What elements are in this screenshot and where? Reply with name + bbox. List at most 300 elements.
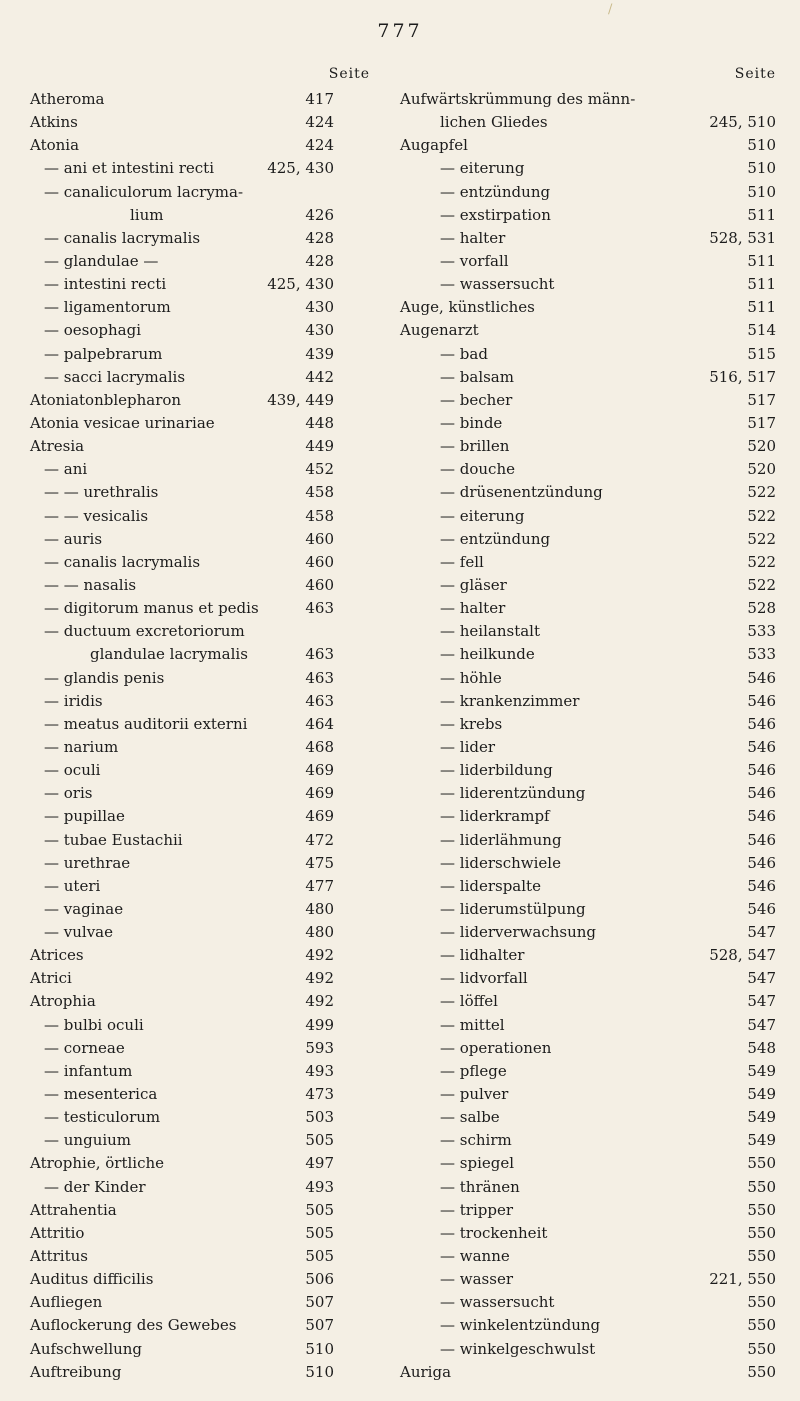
index-entry xyxy=(30,1268,370,1291)
entry-page-ref: 430 xyxy=(305,298,334,317)
index-entry xyxy=(30,1338,370,1361)
index-entry xyxy=(400,157,776,180)
entry-page-ref: 511 xyxy=(747,251,776,270)
entry-term: — binde xyxy=(440,413,503,432)
index-entry xyxy=(30,1014,370,1037)
index-entry xyxy=(30,1245,370,1268)
entry-term: — digitorum manus et pedis xyxy=(44,599,259,618)
index-entry xyxy=(400,921,776,944)
index-entry xyxy=(30,805,370,828)
index-entry xyxy=(400,134,776,157)
entry-term: — liderlähmung xyxy=(440,830,562,849)
index-entry xyxy=(30,1129,370,1152)
entry-page-ref: 550 xyxy=(747,1293,776,1312)
entry-term: — bulbi oculi xyxy=(44,1015,144,1034)
index-entry xyxy=(30,1060,370,1083)
page-number: 777 xyxy=(377,20,423,42)
index-entry xyxy=(400,181,776,204)
entry-page-ref: 593 xyxy=(305,1038,334,1057)
entry-page-ref: 510 xyxy=(747,182,776,201)
entry-term: — liderverwachsung xyxy=(440,923,596,942)
entry-term: Augenarzt xyxy=(400,321,479,340)
entry-page-ref: 493 xyxy=(305,1177,334,1196)
index-entry xyxy=(400,1245,776,1268)
entry-term: Auflockerung des Gewebes xyxy=(30,1316,237,1335)
entry-page-ref: 550 xyxy=(747,1316,776,1335)
index-entry xyxy=(30,574,370,597)
entry-page-ref: 510 xyxy=(305,1339,334,1358)
entry-page-ref: 546 xyxy=(747,761,776,780)
column-header-seite: Seite xyxy=(734,66,776,82)
entry-page-ref: 221, 550 xyxy=(709,1270,776,1289)
entry-term: Auge, künstliches xyxy=(400,298,535,317)
entry-page-ref: 547 xyxy=(747,1015,776,1034)
entry-page-ref: 448 xyxy=(305,413,334,432)
index-entry xyxy=(400,481,776,504)
entry-term: — — vesicalis xyxy=(44,506,149,525)
entry-term: — liderspalte xyxy=(440,876,541,895)
entry-term: Auftreibung xyxy=(30,1362,122,1381)
index-entry xyxy=(400,1037,776,1060)
entry-page-ref: 546 xyxy=(747,691,776,710)
entry-page-ref: 460 xyxy=(305,552,334,571)
entry-page-ref: 463 xyxy=(305,599,334,618)
entry-page-ref: 550 xyxy=(747,1362,776,1381)
entry-term: — liderschwiele xyxy=(440,853,561,872)
entry-term: — balsam xyxy=(440,367,514,386)
index-entry xyxy=(400,1176,776,1199)
index-entry xyxy=(400,505,776,528)
entry-page-ref: 514 xyxy=(747,321,776,340)
entry-term: — vulvae xyxy=(44,923,113,942)
index-entry xyxy=(400,389,776,412)
index-entry xyxy=(400,759,776,782)
entry-page-ref: 425, 430 xyxy=(267,159,334,178)
index-entry xyxy=(400,829,776,852)
entry-page-ref: 546 xyxy=(747,784,776,803)
entry-term: — wanne xyxy=(440,1247,510,1266)
entry-term: — trockenheit xyxy=(440,1223,548,1242)
entry-term: Atrices xyxy=(30,946,84,965)
entry-page-ref: 424 xyxy=(305,136,334,155)
entry-term: — oris xyxy=(44,784,93,803)
index-entry xyxy=(30,227,370,250)
entry-term: — becher xyxy=(440,390,513,409)
entry-term: Atrici xyxy=(30,969,72,988)
index-entry xyxy=(30,1083,370,1106)
index-entry xyxy=(30,412,370,435)
index-entry xyxy=(30,667,370,690)
entry-page-ref: 507 xyxy=(305,1316,334,1335)
index-entry xyxy=(30,643,370,666)
entry-page-ref: 469 xyxy=(305,761,334,780)
entry-term: lichen Gliedes xyxy=(440,113,548,132)
index-entry xyxy=(30,134,370,157)
entry-page-ref: 497 xyxy=(305,1154,334,1173)
entry-page-ref: 546 xyxy=(747,737,776,756)
index-entry xyxy=(30,1314,370,1337)
entry-page-ref: 449 xyxy=(305,437,334,456)
entry-page-ref: 439, 449 xyxy=(267,390,334,409)
entry-term: Auditus difficilis xyxy=(30,1270,154,1289)
entry-term: Attritus xyxy=(30,1247,88,1266)
index-entry xyxy=(400,1291,776,1314)
index-entry xyxy=(30,181,370,204)
index-entry xyxy=(400,1152,776,1175)
entry-term: — eiterung xyxy=(440,506,525,525)
entry-term: — drüsenentzündung xyxy=(440,483,603,502)
entry-page-ref: 458 xyxy=(305,483,334,502)
index-entry xyxy=(400,551,776,574)
entry-page-ref: 428 xyxy=(305,251,334,270)
entry-page-ref: 550 xyxy=(747,1177,776,1196)
entry-term: — unguium xyxy=(44,1131,132,1150)
entry-page-ref: 475 xyxy=(305,853,334,872)
index-entry xyxy=(400,852,776,875)
entry-page-ref: 546 xyxy=(747,830,776,849)
entry-term: — der Kinder xyxy=(44,1177,146,1196)
entry-page-ref: 472 xyxy=(305,830,334,849)
entry-term: — mittel xyxy=(440,1015,505,1034)
entry-page-ref: 549 xyxy=(747,1131,776,1150)
entry-page-ref: 510 xyxy=(747,159,776,178)
entry-term: Aufschwellung xyxy=(30,1339,143,1358)
index-entry xyxy=(30,1361,370,1384)
entry-term: — bad xyxy=(440,344,488,363)
entry-page-ref: 546 xyxy=(747,899,776,918)
entry-term: Attritio xyxy=(30,1223,85,1242)
entry-term: Augapfel xyxy=(400,136,468,155)
entry-term: Atresia xyxy=(30,437,85,456)
entry-term: Atrophia xyxy=(30,992,96,1011)
index-entry xyxy=(30,273,370,296)
entry-page-ref: 533 xyxy=(747,645,776,664)
index-entry xyxy=(30,343,370,366)
entry-page-ref: 549 xyxy=(747,1108,776,1127)
index-entry xyxy=(30,990,370,1013)
entry-page-ref: 515 xyxy=(747,344,776,363)
entry-term: — ani et intestini recti xyxy=(44,159,214,178)
entry-page-ref: 473 xyxy=(305,1085,334,1104)
entry-page-ref: 492 xyxy=(305,992,334,1011)
entry-page-ref: 517 xyxy=(747,390,776,409)
index-entry xyxy=(400,1338,776,1361)
entry-term: — uteri xyxy=(44,876,101,895)
index-entry xyxy=(400,1361,776,1384)
entry-page-ref: 546 xyxy=(747,668,776,687)
entry-page-ref: 480 xyxy=(305,923,334,942)
entry-page-ref: 522 xyxy=(747,483,776,502)
index-entry xyxy=(30,458,370,481)
index-entry xyxy=(30,1291,370,1314)
entry-term: Atheroma xyxy=(30,90,105,108)
entry-term: — pulver xyxy=(440,1085,509,1104)
index-entry xyxy=(30,1176,370,1199)
entry-term: — tripper xyxy=(440,1200,514,1219)
entry-page-ref: 510 xyxy=(747,136,776,155)
entry-term: — spiegel xyxy=(440,1154,515,1173)
entry-page-ref: 505 xyxy=(305,1223,334,1242)
entry-page-ref: 460 xyxy=(305,529,334,548)
entry-term: — brillen xyxy=(440,437,510,456)
entry-page-ref: 425, 430 xyxy=(267,275,334,294)
entry-page-ref: 528, 547 xyxy=(709,946,776,965)
entry-term: — ani xyxy=(44,460,88,479)
entry-term: — canaliculorum lacryma- xyxy=(44,182,244,201)
entry-page-ref: 520 xyxy=(747,437,776,456)
index-entry xyxy=(400,366,776,389)
index-entry xyxy=(30,597,370,620)
index-entry xyxy=(30,1199,370,1222)
index-entry xyxy=(30,1106,370,1129)
entry-term: — iridis xyxy=(44,691,103,710)
entry-page-ref: 460 xyxy=(305,575,334,594)
entry-term: — thränen xyxy=(440,1177,520,1196)
index-entry xyxy=(30,481,370,504)
index-entry xyxy=(30,366,370,389)
entry-page-ref: 506 xyxy=(305,1270,334,1289)
entry-page-ref: 480 xyxy=(305,899,334,918)
entry-term: — winkelgeschwulst xyxy=(440,1339,596,1358)
index-entry xyxy=(30,1152,370,1175)
index-entry xyxy=(400,319,776,342)
entry-page-ref: 469 xyxy=(305,784,334,803)
entry-term: Atoniatonblepharon xyxy=(30,390,182,409)
entry-page-ref: 452 xyxy=(305,460,334,479)
index-entry xyxy=(400,875,776,898)
index-entry xyxy=(400,227,776,250)
index-entry xyxy=(30,528,370,551)
entry-term: glandulae lacrymalis xyxy=(90,645,248,664)
pencil-mark: / xyxy=(608,2,613,17)
entry-page-ref: 548 xyxy=(747,1038,776,1057)
index-entry xyxy=(400,1314,776,1337)
entry-page-ref: 522 xyxy=(747,529,776,548)
index-entry xyxy=(400,1106,776,1129)
entry-term: Atrophie, örtliche xyxy=(30,1154,165,1173)
entry-term: — schirm xyxy=(440,1131,512,1150)
entry-list xyxy=(400,88,776,1384)
entry-page-ref: 505 xyxy=(305,1247,334,1266)
entry-term: — lidhalter xyxy=(440,946,525,965)
index-entry xyxy=(400,805,776,828)
index-entry xyxy=(400,736,776,759)
entry-term: — canalis lacrymalis xyxy=(44,552,201,571)
entry-page-ref: 546 xyxy=(747,853,776,872)
index-entry xyxy=(30,88,370,111)
index-entry xyxy=(30,389,370,412)
index-entry xyxy=(30,967,370,990)
index-column-right xyxy=(400,68,776,1384)
entry-page-ref: 550 xyxy=(747,1339,776,1358)
entry-page-ref: 522 xyxy=(747,575,776,594)
entry-term: — vorfall xyxy=(440,251,509,270)
entry-page-ref: 547 xyxy=(747,992,776,1011)
entry-term: — narium xyxy=(44,737,119,756)
index-entry xyxy=(30,852,370,875)
entry-term: — wasser xyxy=(440,1270,513,1289)
entry-term: — testiculorum xyxy=(44,1108,161,1127)
entry-page-ref: 550 xyxy=(747,1200,776,1219)
index-entry xyxy=(400,782,776,805)
index-entry xyxy=(400,435,776,458)
index-entry xyxy=(30,505,370,528)
index-entry xyxy=(400,458,776,481)
entry-page-ref: 439 xyxy=(305,344,334,363)
entry-term: — krebs xyxy=(440,714,503,733)
entry-term: — operationen xyxy=(440,1038,552,1057)
index-entry xyxy=(30,898,370,921)
entry-term: lium xyxy=(130,205,164,224)
entry-term: — oesophagi xyxy=(44,321,142,340)
entry-page-ref: 549 xyxy=(747,1085,776,1104)
entry-term: — fell xyxy=(440,552,484,571)
entry-page-ref: 477 xyxy=(305,876,334,895)
entry-term: — meatus auditorii externi xyxy=(44,714,248,733)
index-entry xyxy=(400,967,776,990)
entry-page-ref: 417 xyxy=(305,90,334,108)
entry-term: Atonia xyxy=(30,136,80,155)
entry-page-ref: 528, 531 xyxy=(709,228,776,247)
entry-page-ref: 492 xyxy=(305,969,334,988)
index-entry xyxy=(400,1083,776,1106)
entry-page-ref: 550 xyxy=(747,1247,776,1266)
entry-page-ref: 469 xyxy=(305,807,334,826)
entry-term: — gläser xyxy=(440,575,507,594)
index-entry xyxy=(30,875,370,898)
entry-page-ref: 492 xyxy=(305,946,334,965)
entry-term: — liderbildung xyxy=(440,761,553,780)
entry-term: — infantum xyxy=(44,1061,133,1080)
entry-page-ref: 511 xyxy=(747,298,776,317)
entry-page-ref: 503 xyxy=(305,1108,334,1127)
index-entry xyxy=(400,1060,776,1083)
index-entry xyxy=(400,528,776,551)
index-entry xyxy=(30,1222,370,1245)
entry-page-ref: 428 xyxy=(305,228,334,247)
index-entry xyxy=(30,829,370,852)
entry-term: — winkelentzündung xyxy=(440,1316,601,1335)
entry-term: — mesenterica xyxy=(44,1085,158,1104)
entry-term: — glandulae — xyxy=(44,251,159,270)
entry-page-ref: 550 xyxy=(747,1154,776,1173)
index-entry xyxy=(30,690,370,713)
entry-term: — douche xyxy=(440,460,515,479)
entry-page-ref: 499 xyxy=(305,1015,334,1034)
entry-term: — glandis penis xyxy=(44,668,165,687)
index-entry xyxy=(400,667,776,690)
index-entry xyxy=(400,713,776,736)
index-entry xyxy=(400,597,776,620)
index-entry xyxy=(400,88,776,111)
index-entry xyxy=(400,412,776,435)
entry-page-ref: 442 xyxy=(305,367,334,386)
entry-term: — wassersucht xyxy=(440,1293,555,1312)
index-entry xyxy=(400,204,776,227)
entry-page-ref: 510 xyxy=(305,1362,334,1381)
entry-term: — lidvorfall xyxy=(440,969,528,988)
entry-page-ref: 547 xyxy=(747,969,776,988)
entry-term: Aufliegen xyxy=(30,1293,103,1312)
index-entry xyxy=(30,921,370,944)
entry-term: — heilkunde xyxy=(440,645,535,664)
index-entry xyxy=(30,782,370,805)
entry-page-ref: 463 xyxy=(305,691,334,710)
index-entry xyxy=(30,204,370,227)
entry-term: — oculi xyxy=(44,761,101,780)
entry-page-ref: 468 xyxy=(305,737,334,756)
index-entry xyxy=(400,620,776,643)
index-column-left xyxy=(30,68,370,1384)
entry-term: — lider xyxy=(440,737,496,756)
entry-page-ref: 245, 510 xyxy=(709,113,776,132)
entry-term: — krankenzimmer xyxy=(440,691,580,710)
index-entry xyxy=(400,898,776,921)
entry-term: — salbe xyxy=(440,1108,500,1127)
entry-term: — urethrae xyxy=(44,853,131,872)
entry-page-ref: 505 xyxy=(305,1200,334,1219)
entry-page-ref: 505 xyxy=(305,1131,334,1150)
entry-term: — vaginae xyxy=(44,899,124,918)
index-entry xyxy=(30,620,370,643)
index-entry xyxy=(400,944,776,967)
entry-term: — entzündung xyxy=(440,529,551,548)
index-entry xyxy=(400,1268,776,1291)
entry-term: — auris xyxy=(44,529,103,548)
entry-page-ref: 522 xyxy=(747,506,776,525)
index-entry xyxy=(30,250,370,273)
entry-page-ref: 546 xyxy=(747,714,776,733)
entry-page-ref: 463 xyxy=(305,645,334,664)
entry-page-ref: 507 xyxy=(305,1293,334,1312)
entry-term: — heilanstalt xyxy=(440,622,540,641)
entry-term: — liderkrampf xyxy=(440,807,550,826)
index-entry xyxy=(400,250,776,273)
entry-term: — — urethralis xyxy=(44,483,159,502)
entry-page-ref: 511 xyxy=(747,205,776,224)
entry-term: Auriga xyxy=(400,1362,452,1381)
index-entry xyxy=(30,759,370,782)
index-entry xyxy=(30,551,370,574)
entry-term: — canalis lacrymalis xyxy=(44,228,201,247)
index-entry xyxy=(400,643,776,666)
index-entry xyxy=(30,319,370,342)
entry-page-ref: 424 xyxy=(305,113,334,132)
index-entry xyxy=(30,944,370,967)
entry-term: — eiterung xyxy=(440,159,525,178)
entry-term: — wassersucht xyxy=(440,275,555,294)
entry-page-ref: 550 xyxy=(747,1223,776,1242)
entry-list xyxy=(30,88,370,1384)
entry-term: — ductuum excretoriorum xyxy=(44,622,245,641)
index-entry xyxy=(30,1037,370,1060)
index-entry xyxy=(400,296,776,319)
column-header-seite: Seite xyxy=(328,66,370,82)
index-entry xyxy=(400,343,776,366)
entry-page-ref: 493 xyxy=(305,1061,334,1080)
index-entry xyxy=(400,690,776,713)
entry-term: — corneae xyxy=(44,1038,125,1057)
entry-term: — palpebrarum xyxy=(44,344,163,363)
entry-term: — pflege xyxy=(440,1061,507,1080)
entry-page-ref: 546 xyxy=(747,876,776,895)
index-entry xyxy=(30,435,370,458)
entry-term: — liderumstülpung xyxy=(440,899,586,918)
entry-term: — entzündung xyxy=(440,182,551,201)
entry-page-ref: 522 xyxy=(747,552,776,571)
index-entry xyxy=(30,713,370,736)
entry-page-ref: 520 xyxy=(747,460,776,479)
